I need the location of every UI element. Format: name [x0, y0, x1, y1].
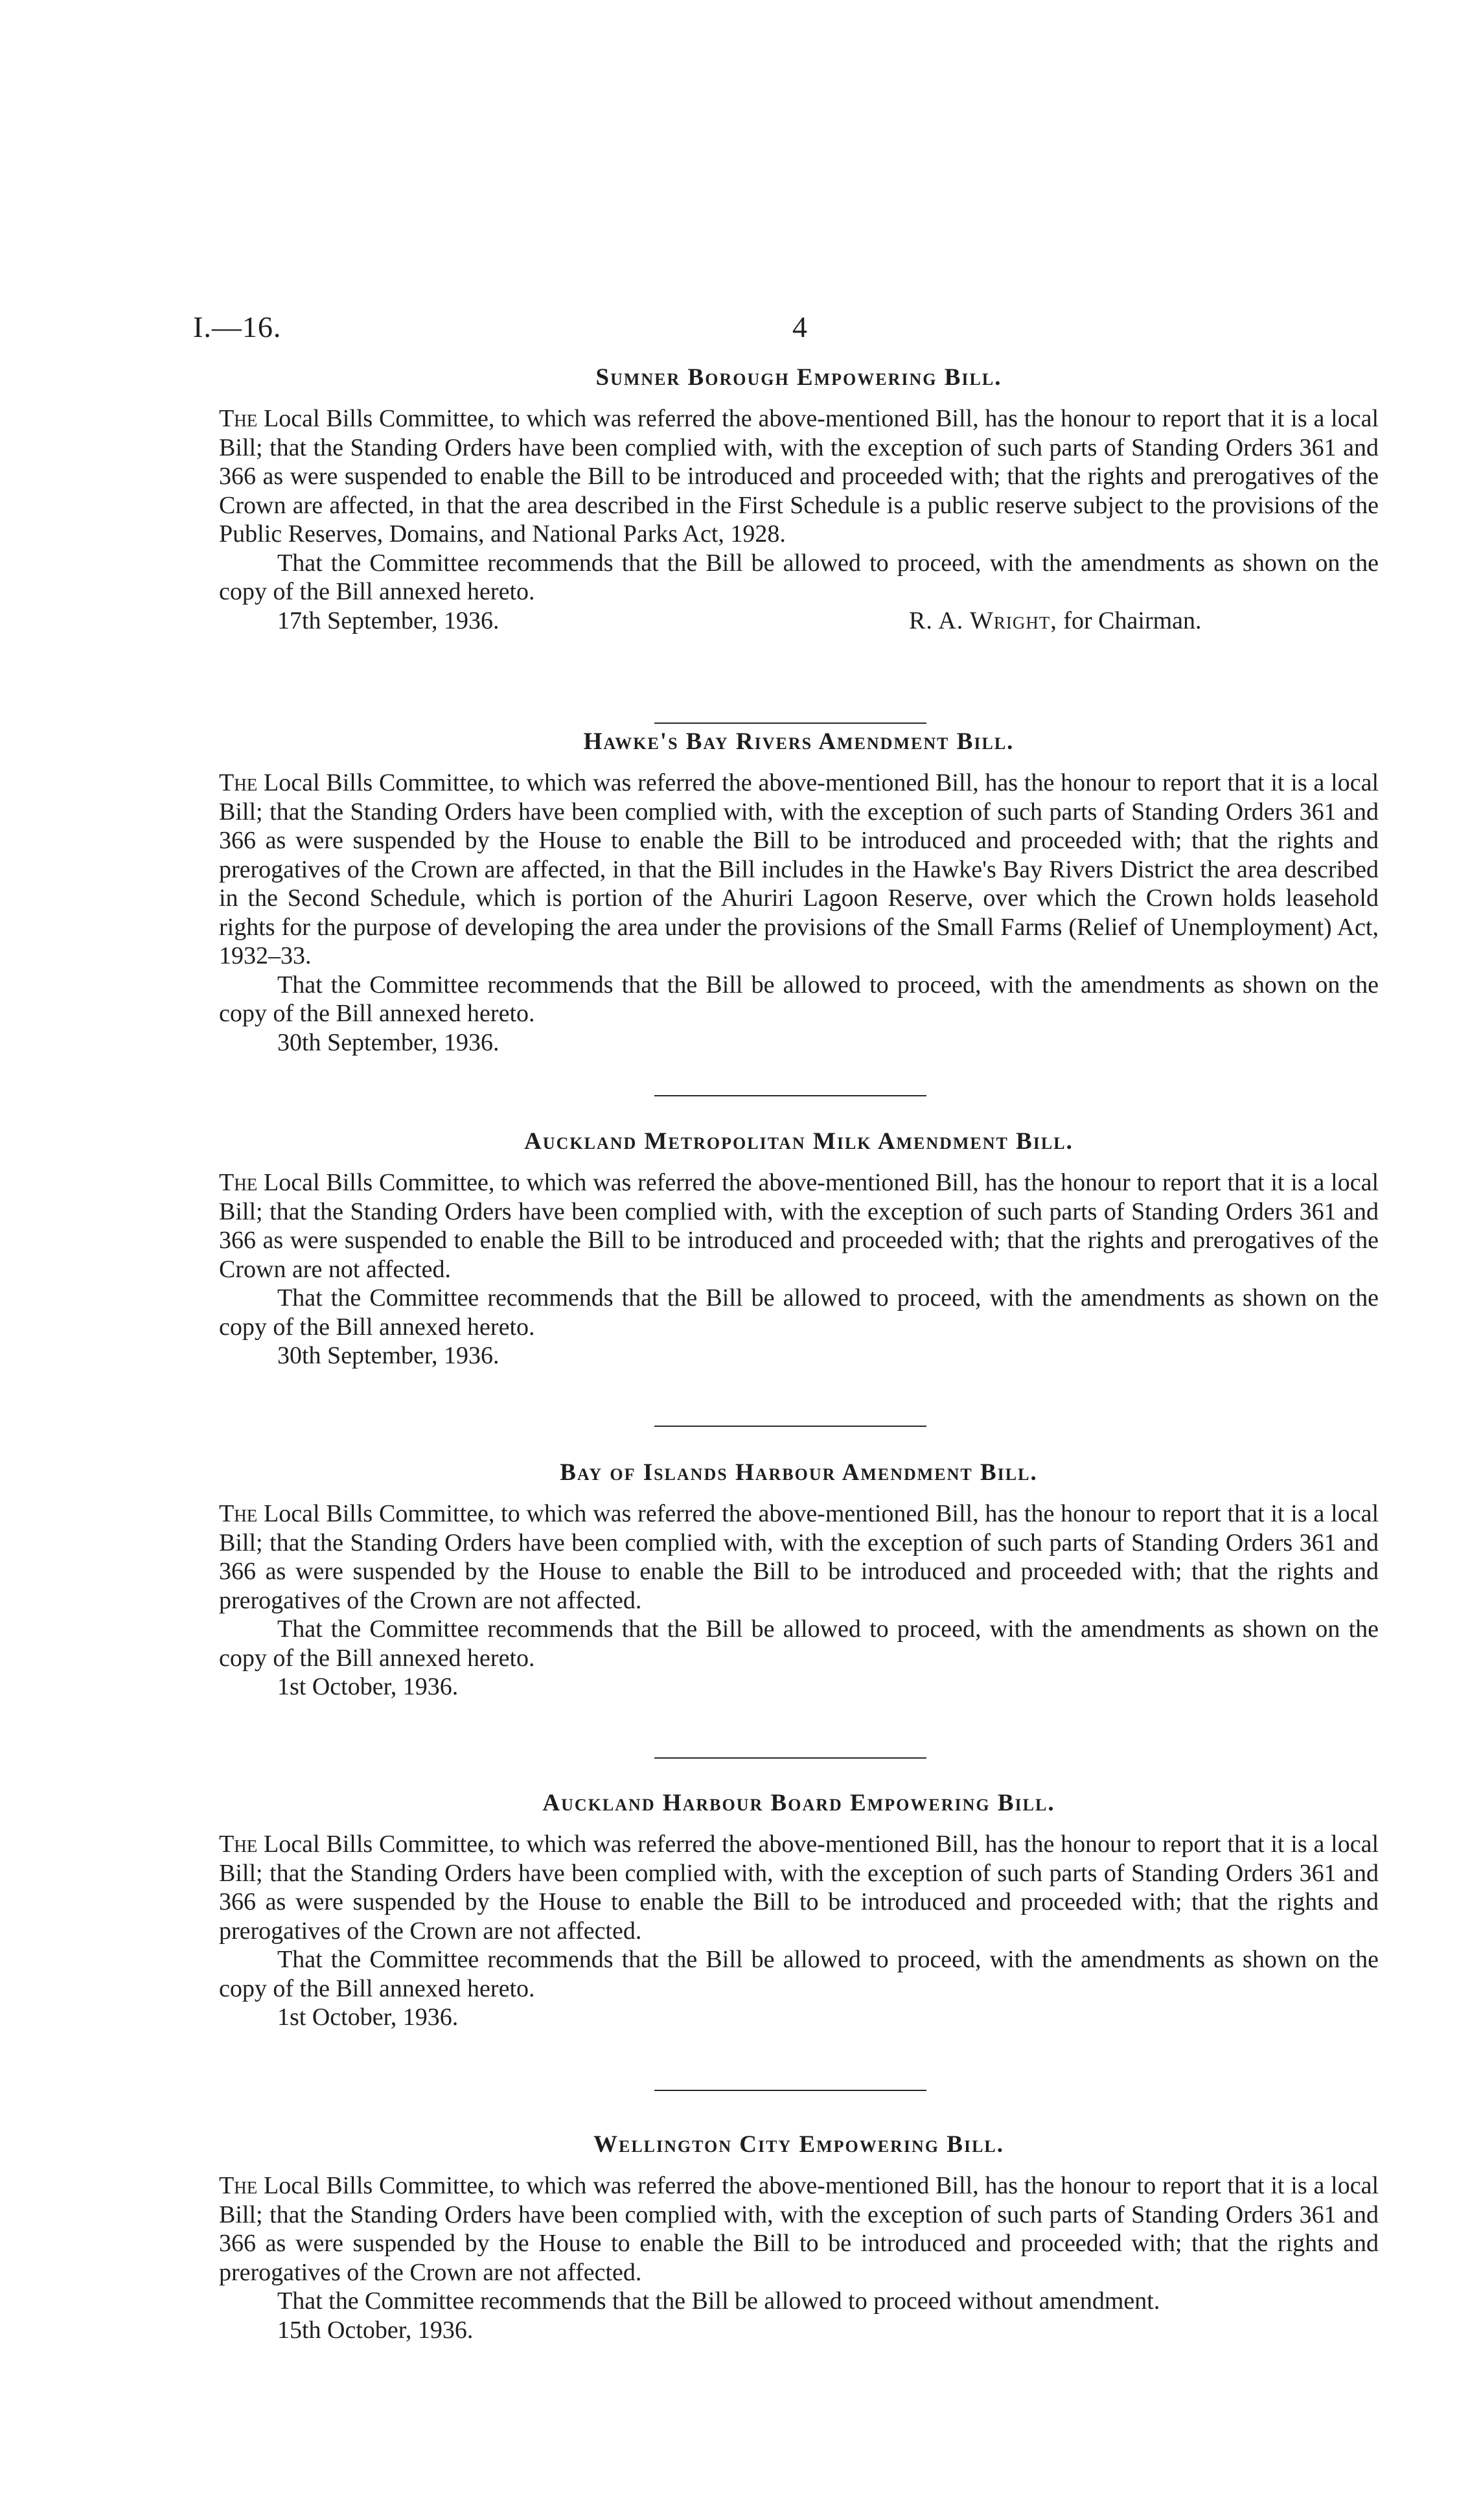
report-lead: The: [219, 769, 258, 796]
report-recommendation: That the Committee recommends that the Bill be allowed to proceed without amendment.: [277, 2287, 1160, 2315]
page-header: [0, 310, 1481, 349]
report-title: Wellington City Empowering Bill.: [593, 2131, 1004, 2158]
report-text: Local Bills Committee, to which was referred the above-mentioned Bill, has the honour to report that it is a local Bill; that the Standing Orders have been complied with, with the exception of such parts of Standing Orders 361 and 366 as were suspended by the House to enable the Bill to be introduced and proceeded with; that the rights and prerogatives of the Crown are affected, in that the Bill includes in the Hawke's Bay Rivers District the area described in the Second Schedule, which is portion of the Ahuriri Lagoon Reserve, over which the Crown holds leasehold rights for the purpose of developing the area under the provisions of the Small Farms (Relief of Unemployment) Act, 1932–33.: [219, 769, 1379, 969]
report-recommendation: That the Committee recommends that the Bill be allowed to proceed, with the amendments as shown on the copy of the Bill annexed hereto.: [219, 971, 1379, 1027]
report-recommendation: That the Committee recommends that the Bill be allowed to proceed, with the amendments as shown on the copy of the Bill annexed hereto.: [219, 1946, 1379, 2002]
report-body: [219, 1830, 1379, 1945]
report-body: [219, 1499, 1379, 1615]
report-date-line: [219, 1341, 1379, 1370]
signatory-role: for Chairman.: [1063, 607, 1202, 634]
signatory-name: R. A. Wright,: [909, 607, 1057, 634]
document-reference: I.—16.: [193, 310, 282, 343]
report-text: Local Bills Committee, to which was referred the above-mentioned Bill, has the honour to report that it is a local Bill; that the Standing Orders have been complied with, with the exception of such parts of Standing Orders 361 and 366 as were suspended to enable the Bill to be introduced and proceeded with; that the rights and prerogatives of the Crown are affected, in that the area described in the First Schedule is a public reserve subject to the provisions of the Public Reserves, Domains, and National Parks Act, 1928.: [219, 405, 1379, 548]
report-title: Auckland Metropolitan Milk Amendment Bill.: [524, 1128, 1073, 1155]
report-lead: The: [219, 405, 258, 432]
report-wellington-city: [219, 2129, 1379, 2344]
report-date: 30th September, 1936.: [277, 1342, 499, 1369]
page-number: 4: [792, 310, 807, 343]
section-divider: [654, 2090, 926, 2091]
report-title: Auckland Harbour Board Empowering Bill.: [542, 1790, 1055, 1816]
report-text: Local Bills Committee, to which was referred the above-mentioned Bill, has the honour to report that it is a local Bill; that the Standing Orders have been complied with, with the exception of such parts of Standing Orders 361 and 366 as were suspended by the House to enable the Bill to be introduced and proceeded with; that the rights and prerogatives of the Crown are not affected.: [219, 1500, 1379, 1614]
report-auckland-harbour-board: [219, 1787, 1379, 2032]
report-body: [219, 1168, 1379, 1284]
report-title: Sumner Borough Empowering Bill.: [595, 364, 1002, 391]
report-text: Local Bills Committee, to which was referred the above-mentioned Bill, has the honour to report that it is a local Bill; that the Standing Orders have been complied with, with the exception of such parts of Standing Orders 361 and 366 as were suspended to enable the Bill to be introduced and proceeded with; that the rights and prerogatives of the Crown are not affected.: [219, 1169, 1379, 1283]
report-lead: The: [219, 1169, 258, 1196]
section-divider: [654, 722, 926, 724]
report-date-line: [219, 1028, 1379, 1058]
report-text: Local Bills Committee, to which was referred the above-mentioned Bill, has the honour to report that it is a local Bill; that the Standing Orders have been complied with, with the exception of such parts of Standing Orders 361 and 366 as were suspended by the House to enable the Bill to be introduced and proceeded with; that the rights and prerogatives of the Crown are not affected.: [219, 2172, 1379, 2286]
section-divider: [654, 1095, 926, 1096]
report-date: 1st October, 1936.: [277, 2004, 459, 2031]
report-date: 15th October, 1936.: [277, 2316, 474, 2344]
report-date-line: [219, 2003, 1379, 2032]
report-lead: The: [219, 1831, 258, 1858]
report-hawkes-bay-rivers: [219, 726, 1379, 1057]
report-title: Bay of Islands Harbour Amendment Bill.: [560, 1459, 1038, 1486]
report-date: 1st October, 1936.: [277, 1673, 459, 1700]
report-body: [219, 404, 1379, 549]
report-auckland-metropolitan-milk: [219, 1126, 1379, 1370]
report-title: Hawke's Bay Rivers Amendment Bill.: [583, 728, 1015, 755]
report-lead: The: [219, 1500, 258, 1527]
signature: [909, 607, 1202, 636]
report-text: Local Bills Committee, to which was referred the above-mentioned Bill, has the honour to report that it is a local Bill; that the Standing Orders have been complied with, with the exception of such parts of Standing Orders 361 and 366 as were suspended by the House to enable the Bill to be introduced and proceeded with; that the rights and prerogatives of the Crown are not affected.: [219, 1831, 1379, 1945]
section-divider: [654, 1757, 926, 1759]
report-date-signature-line: [219, 607, 1379, 636]
report-recommendation: That the Committee recommends that the Bill be allowed to proceed, with the amendments as shown on the copy of the Bill annexed hereto.: [219, 1615, 1379, 1672]
report-date-line: [219, 1672, 1379, 1702]
report-lead: The: [219, 2172, 258, 2199]
report-recommendation: That the Committee recommends that the Bill be allowed to proceed, with the amendments as shown on the copy of the Bill annexed hereto.: [219, 549, 1379, 605]
report-date: 17th September, 1936.: [277, 607, 499, 634]
report-sumner-borough: [219, 362, 1379, 635]
section-divider: [654, 1426, 926, 1427]
report-body: [219, 769, 1379, 971]
report-recommendation: That the Committee recommends that the Bill be allowed to proceed, with the amendments as shown on the copy of the Bill annexed hereto.: [219, 1284, 1379, 1341]
report-date: 30th September, 1936.: [277, 1028, 499, 1056]
report-body: [219, 2171, 1379, 2287]
report-date-line: [219, 2316, 1379, 2345]
report-bay-of-islands-harbour: [219, 1457, 1379, 1702]
